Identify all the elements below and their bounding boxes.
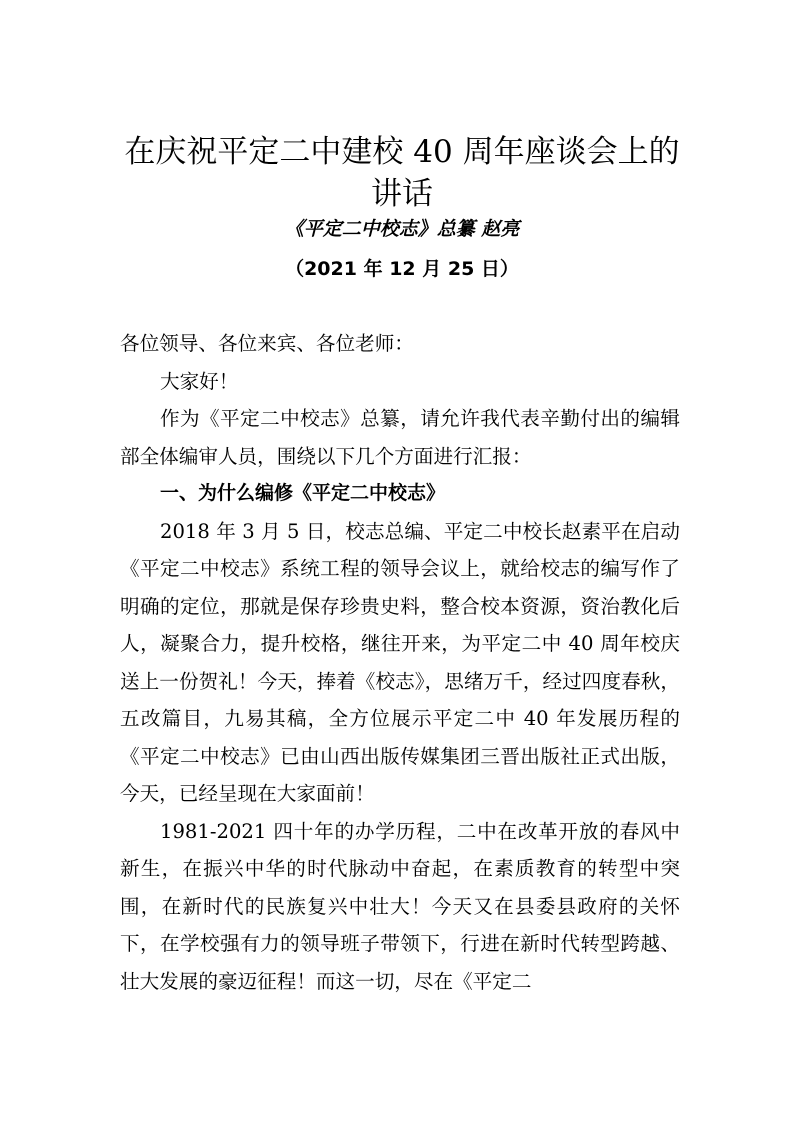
document-title: 在庆祝平定二中建校 40 周年座谈会上的讲话: [124, 134, 680, 212]
greeting: 大家好！: [160, 369, 239, 393]
document-body: [120, 325, 680, 1000]
section-heading: 一、为什么编修《平定二中校志》: [160, 482, 446, 504]
author-line: 《平定二中校志》总纂 赵亮: [284, 218, 520, 240]
body-paragraph: 2018 年 3 月 5 日，校志总编、平定二中校长赵素平在启动《平定二中校志》系统工程的领导会议上，就给校志的编写作了明确的定位，那就是保存珍贵史料，整合校本资源，资治教化后人，凝聚合力，提升校格，继往开来，为平定二中 40 周年校庆送上一份贺礼！今天，捧着《校志》，思绪万千，经过四度春秋，五改篇目，九易其稿，全方位展示平定二中 40 年发展历程的《平定二中校志》已由山西出版传媒集团三晋出版社正式出版，今天，已经呈现在大家面前！: [120, 519, 680, 805]
salutation: 各位领导、各位来宾、各位老师：: [120, 332, 414, 355]
intro-paragraph: 作为《平定二中校志》总纂，请允许我代表辛勤付出的编辑部全体编审人员，围绕以下几个方面进行汇报：: [120, 407, 680, 468]
date-line: （2021 年 12 月 25 日）: [285, 258, 519, 280]
body-paragraph: 1981-2021 四十年的办学历程，二中在改革开放的春风中新生，在振兴中华的时代脉动中奋起，在素质教育的转型中突围，在新时代的民族复兴中壮大！今天又在县委县政府的关怀下，在学校强有力的领导班子带领下，行进在新时代转型跨越、壮大发展的豪迈征程！而这一切，尽在《平定二: [120, 819, 680, 993]
